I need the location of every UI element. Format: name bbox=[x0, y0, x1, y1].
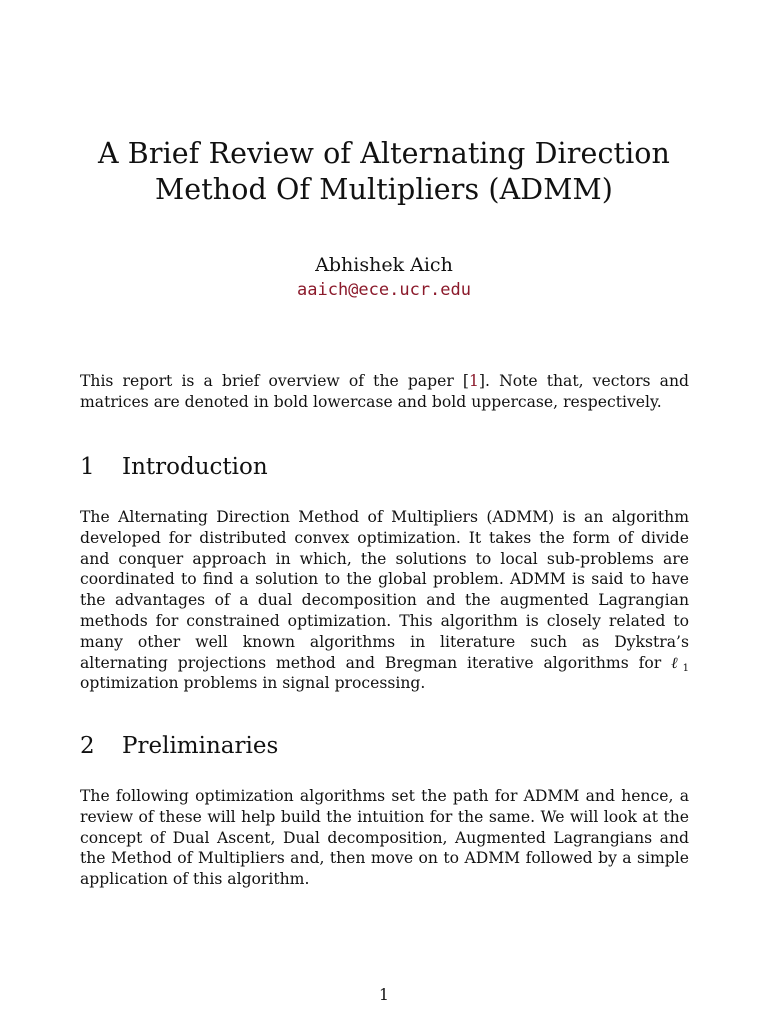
section-heading-introduction bbox=[80, 453, 268, 481]
abstract-text-end: ]. Note that, vectors and matrices are denoted in bold lowercase and bold uppercase, respectively. bbox=[80, 372, 689, 411]
author-name: Abhishek Aich bbox=[315, 254, 453, 276]
ell-subscript: 1 bbox=[682, 662, 689, 674]
title-line-1: A Brief Review of Alternating Direction bbox=[97, 137, 671, 170]
citation-link[interactable]: 1 bbox=[468, 372, 479, 390]
preliminaries-paragraph: The following optimization algorithms set the path for ADMM and hence, a review of these will help build the intuition for the same. We will look at the concept of Dual Ascent, Dual decomposition, Augmented Lagrangians and the Method of Multipliers and, then move on to ADMM followed by a simple application of this algorithm. bbox=[80, 787, 689, 889]
section-number: 2 bbox=[80, 733, 95, 759]
introduction-paragraph bbox=[80, 507, 689, 694]
section-title: Preliminaries bbox=[122, 733, 279, 759]
author-email-link[interactable]: aaich@ece.ucr.edu bbox=[297, 280, 471, 300]
paper-title bbox=[40, 136, 728, 208]
page-number: 1 bbox=[379, 986, 389, 1004]
abstract-text-start: This report is a brief overview of the paper [ bbox=[80, 372, 469, 390]
title-line-2: Method Of Multipliers (ADMM) bbox=[155, 173, 613, 206]
ell-symbol: ℓ bbox=[671, 653, 683, 672]
introduction-text-end: optimization problems in signal processing. bbox=[80, 674, 426, 693]
section-number: 1 bbox=[80, 454, 95, 480]
introduction-text: The Alternating Direction Method of Multipliers (ADMM) is an algorithm developed for distributed convex optimization. It takes the form of divide and conquer approach in which, the solutions to local sub-problems are coordinated to find a solution to the global problem. ADMM is said to have the advantages of a dual decomposition and the augmented Lagrangian methods for constrained optimization. This algorithm is closely related to many other well known algorithms in literature such as Dykstra’s alternating projections method and Bregman iterative algorithms for bbox=[80, 508, 689, 672]
abstract-paragraph bbox=[80, 371, 689, 413]
section-heading-preliminaries bbox=[80, 732, 278, 760]
section-title: Introduction bbox=[122, 454, 268, 480]
